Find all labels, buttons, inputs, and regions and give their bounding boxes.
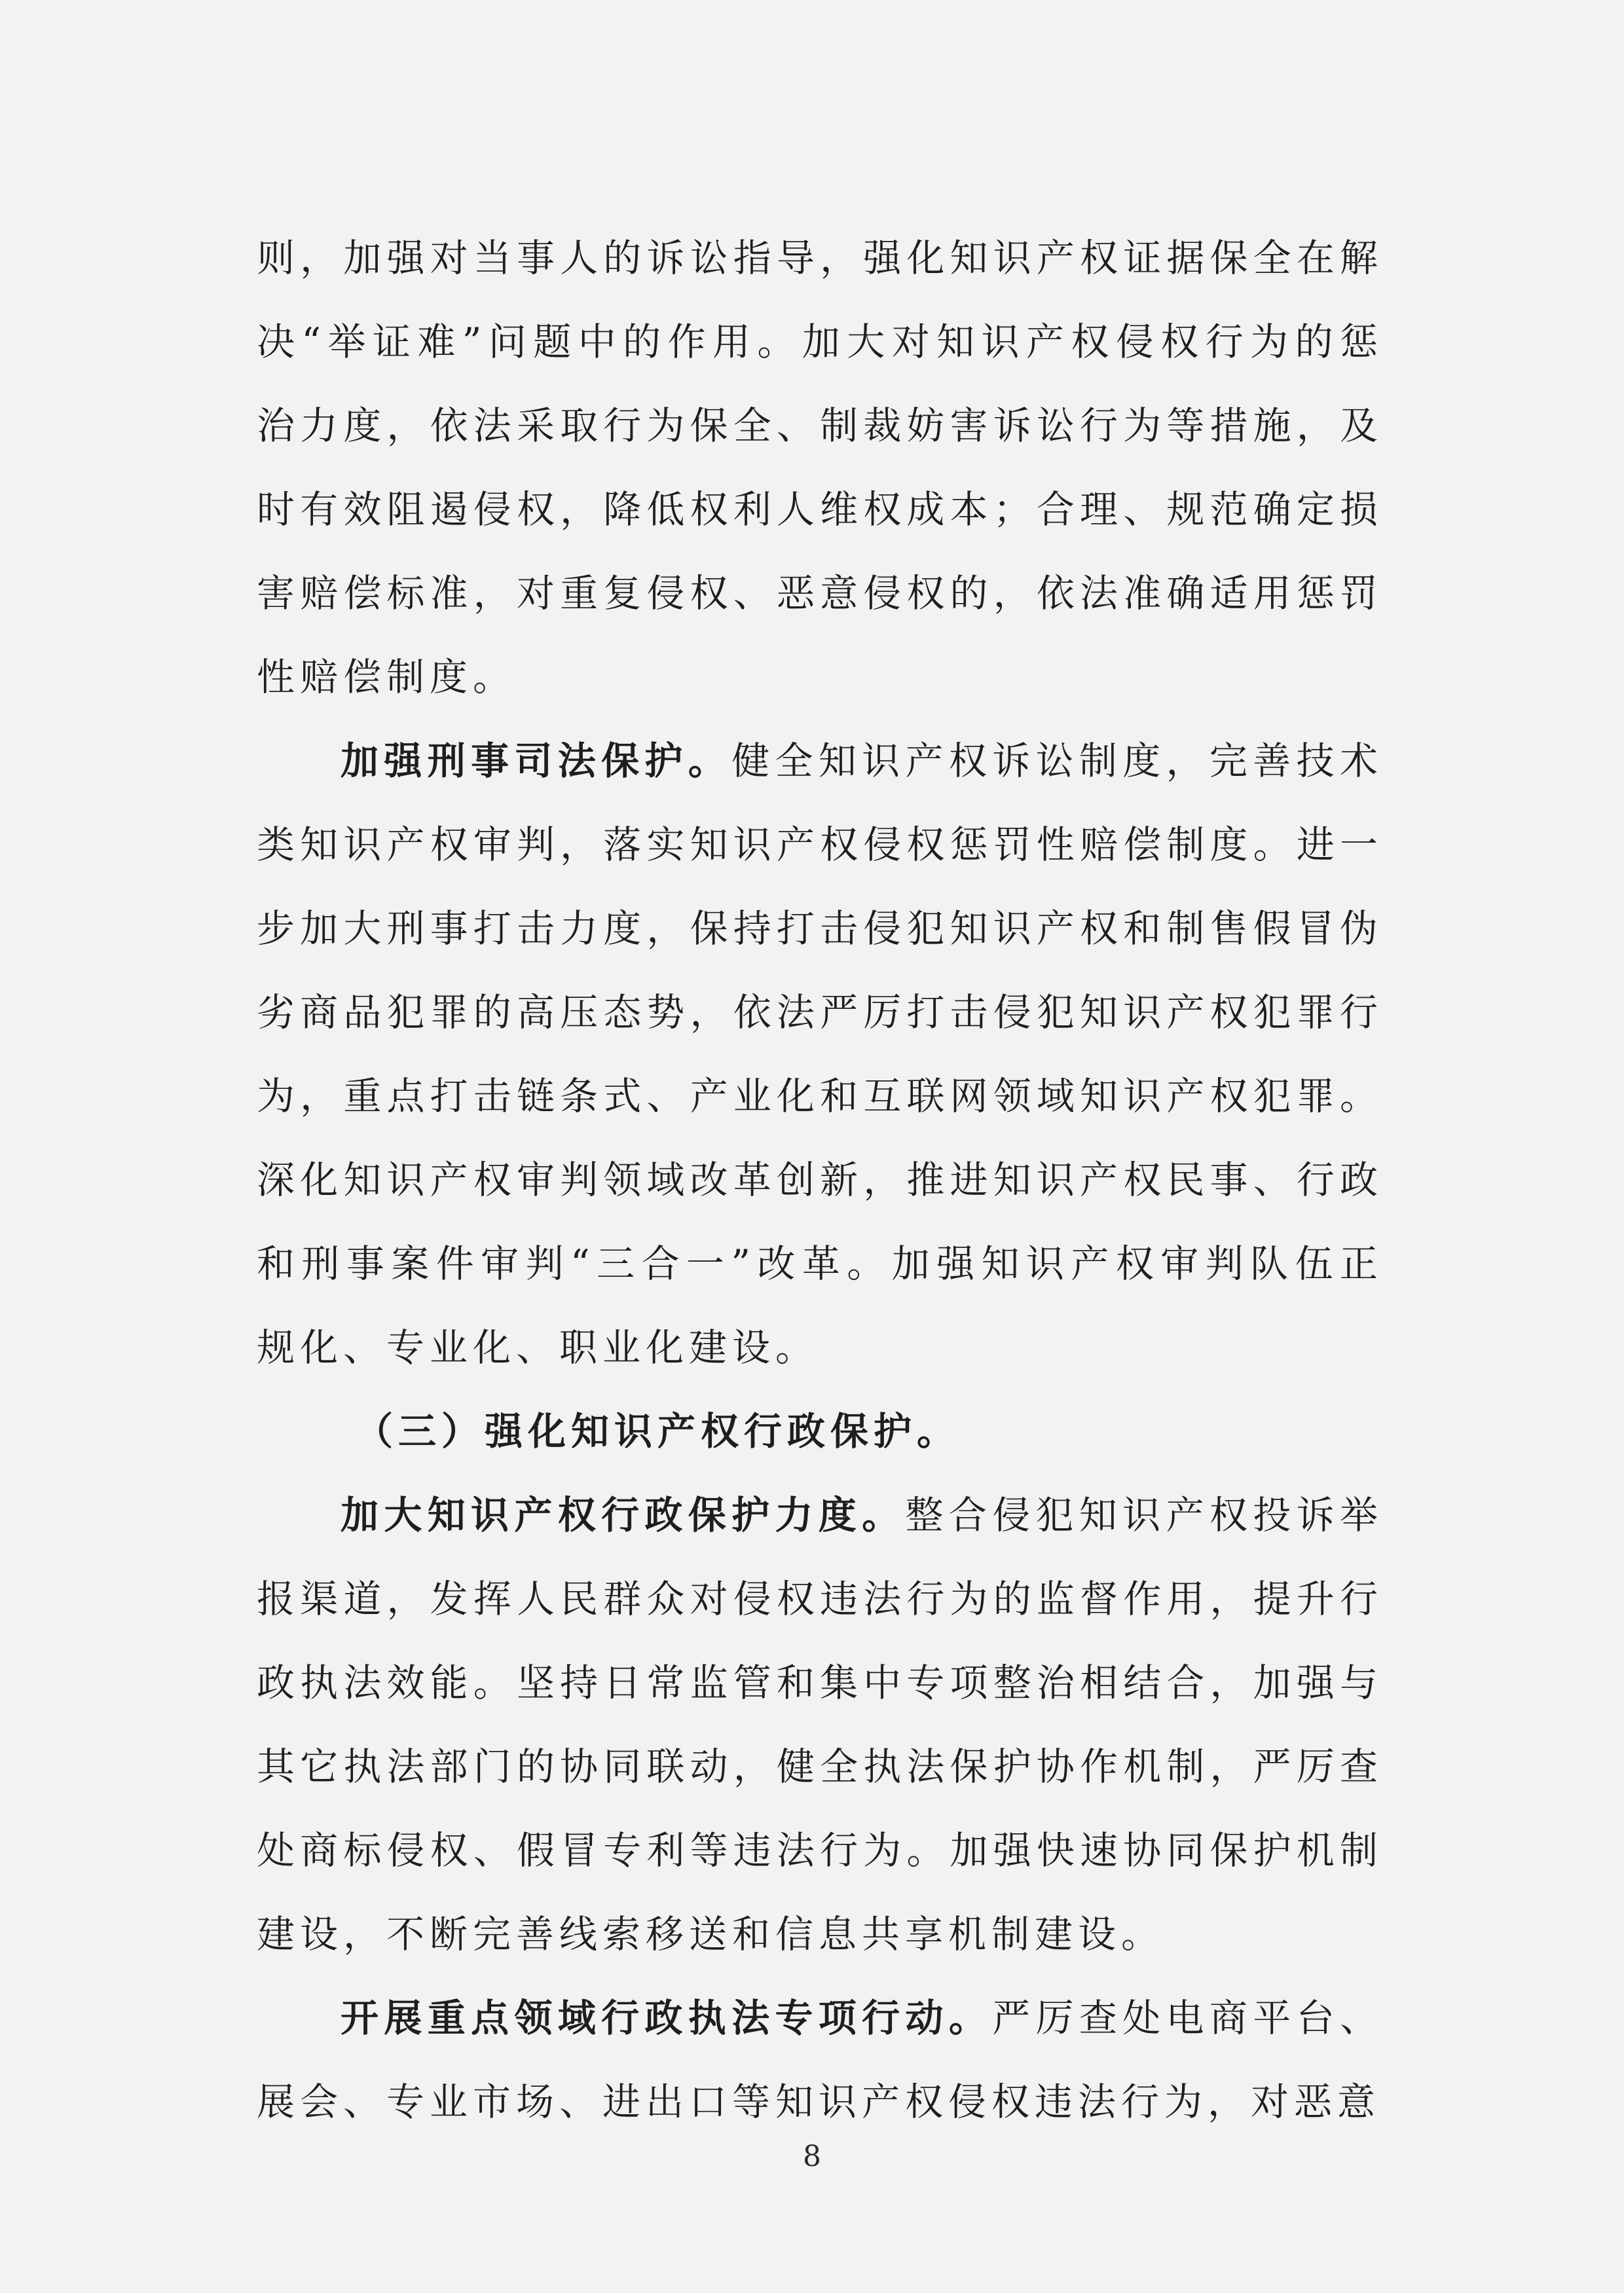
paragraph-special-enforcement bbox=[257, 1976, 1383, 2144]
paragraph-administrative-protection bbox=[257, 1473, 1383, 1976]
paragraph-text: 则，加强对当事人的诉讼指导，强化知识产权证据保全在解决“举证难”问题中的作用。加大对知识产权侵权行为的惩治力度，依法采取行为保全、制裁妨害诉讼行为等措施，及时有效阻遏侵权，降低权利人维权成本；合理、规范确定损害赔偿标准，对重复侵权、恶意侵权的，依法准确适用惩罚性赔偿制度。 bbox=[257, 236, 1383, 699]
paragraph-lead: 加大知识产权行政保护力度。 bbox=[341, 1493, 906, 1537]
paragraph-lead: 开展重点领域行政执法专项行动。 bbox=[341, 1996, 993, 2040]
paragraph-continuation bbox=[257, 216, 1383, 719]
document-body bbox=[257, 216, 1383, 2144]
page-number: 8 bbox=[803, 2140, 821, 2173]
paragraph-lead: 加强刑事司法保护。 bbox=[341, 739, 732, 783]
section-heading: （三）强化知识产权行政保护。 bbox=[355, 1409, 961, 1454]
paragraph-text: 严厉查处电商平台、展会、专业市场、进出口等知识产权侵权违法行为，对恶意 bbox=[257, 1996, 1383, 2124]
paragraph-text: 健全知识产权诉讼制度，完善技术类知识产权审判，落实知识产权侵权惩罚性赔偿制度。进一步加大刑事打击力度，保持打击侵犯知识产权和制售假冒伪劣商品犯罪的高压态势，依法严厉打击侵犯知识产权犯罪行为，重点打击链条式、产业化和互联网领域知识产权犯罪。深化知识产权审判领域改革创新，推进知识产权民事、行政和刑事案件审判“三合一”改革。加强知识产权审判队伍正规化、专业化、职业化建设。 bbox=[257, 739, 1383, 1370]
paragraph-text: 整合侵犯知识产权投诉举报渠道，发挥人民群众对侵权违法行为的监督作用，提升行政执法效能。坚持日常监管和集中专项整治相结合，加强与其它执法部门的协同联动，健全执法保护协作机制，严厉查处商标侵权、假冒专利等违法行为。加强快速协同保护机制建设，不断完善线索移送和信息共享机制建设。 bbox=[257, 1493, 1383, 1956]
paragraph-criminal-protection bbox=[257, 719, 1383, 1389]
